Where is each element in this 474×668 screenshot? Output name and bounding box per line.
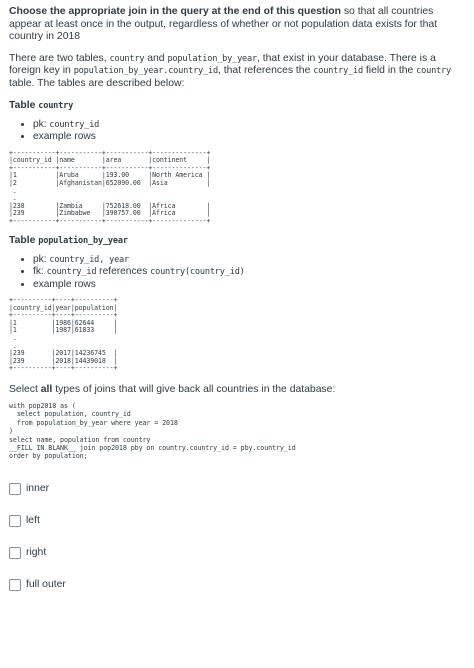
checkbox[interactable] [9, 515, 21, 527]
question-text: Select [9, 383, 41, 395]
schema-code: country [109, 53, 145, 64]
sql-query: with pop2018 as ( select population, country_id from population_by_year where year = 2018 ) select name, population from country __FILL IN BLANK__ join pop2018 pby on country.country_id = pby.country_id order by population; [9, 401, 296, 461]
country-example-table: +-----------+-----------+-----------+--------------+ |country_id |name |area |continent | +-----------+-----------+-----------+--------------+ |1 |Aruba |193.00 |North America | |2 |Afghanistan|652090.00 |Asia | . . |238 |Zambia |752618.00 |Africa | |239 |Zimbabwe |390757.00 |Africa | +-----------+-----------+-----------+--------------+ [9, 148, 211, 225]
schema-text: There are two tables, [9, 52, 110, 64]
bullet-text: pk: [33, 118, 50, 130]
schema-code: population_by_year [167, 53, 257, 64]
option-right[interactable] [9, 537, 466, 569]
bullet-code: country_id [49, 119, 100, 130]
list-item [33, 279, 466, 292]
schema-code: population_by_year.country_id [73, 66, 218, 77]
option-left[interactable] [9, 505, 466, 537]
schema-code: country_id [313, 66, 364, 77]
intro-rest: so that all countries appear at least once in the output, regardless of whether or not population data exists for that country in 2018 [9, 6, 438, 43]
country-table-heading [9, 99, 466, 113]
checkbox[interactable] [9, 579, 21, 591]
bullet-text: example rows [33, 131, 96, 143]
question-bold: all [40, 383, 53, 395]
pop-table-bullets [9, 254, 466, 292]
schema-text: table. The tables are described below: [9, 77, 185, 89]
checkbox[interactable] [9, 483, 21, 495]
heading-prefix: Table [9, 234, 39, 246]
bullet-code: country_id [46, 267, 97, 277]
question-prompt [9, 383, 466, 396]
pop-table-section [9, 234, 466, 373]
option-label: inner [26, 483, 50, 495]
list-item [33, 131, 466, 144]
question-text: types of joins that will give back all countries in the database: [52, 383, 336, 395]
list-item [33, 254, 466, 267]
heading-prefix: Table [9, 99, 39, 111]
bullet-text: example rows [33, 278, 96, 290]
pop-table-heading [9, 234, 466, 248]
answer-options [9, 473, 466, 601]
list-item [33, 266, 466, 279]
intro-bold: Choose the appropriate join in the query at the end of this question [9, 6, 341, 17]
heading-table-name: population_by_year [38, 235, 128, 246]
bullet-text: pk: [33, 253, 50, 265]
schema-text: , that references the [217, 65, 314, 77]
bullet-code: country_id, year [49, 254, 130, 265]
country-table-section [9, 99, 466, 226]
pop-example-table: +----------+----+----------+ |country_id|year|population| +----------+----+----------+ |1 |1986|62644 | |1 |1987|61833 | . . |239 |2017|14236745 | |239 |2018|14439018 | +----------+----+----------+ [9, 296, 118, 373]
schema-text: , that exist in your database. There is a foreign key in [9, 52, 436, 77]
option-inner[interactable] [9, 473, 466, 505]
schema-code: country [416, 66, 451, 77]
schema-paragraph [9, 53, 466, 91]
option-label: right [26, 547, 47, 559]
schema-text: and [144, 52, 168, 64]
option-label: full outer [26, 579, 66, 591]
bullet-text: fk: [33, 266, 47, 277]
heading-table-name: country [38, 100, 74, 111]
bullet-text: references [96, 266, 151, 277]
schema-text: field in the [363, 65, 417, 77]
checkbox[interactable] [9, 547, 21, 559]
country-table-bullets [9, 119, 466, 144]
bullet-code: country(country_id) [150, 267, 245, 277]
option-full-outer[interactable] [9, 569, 466, 601]
intro-paragraph [9, 6, 466, 44]
option-label: left [26, 515, 40, 527]
list-item [33, 119, 466, 132]
